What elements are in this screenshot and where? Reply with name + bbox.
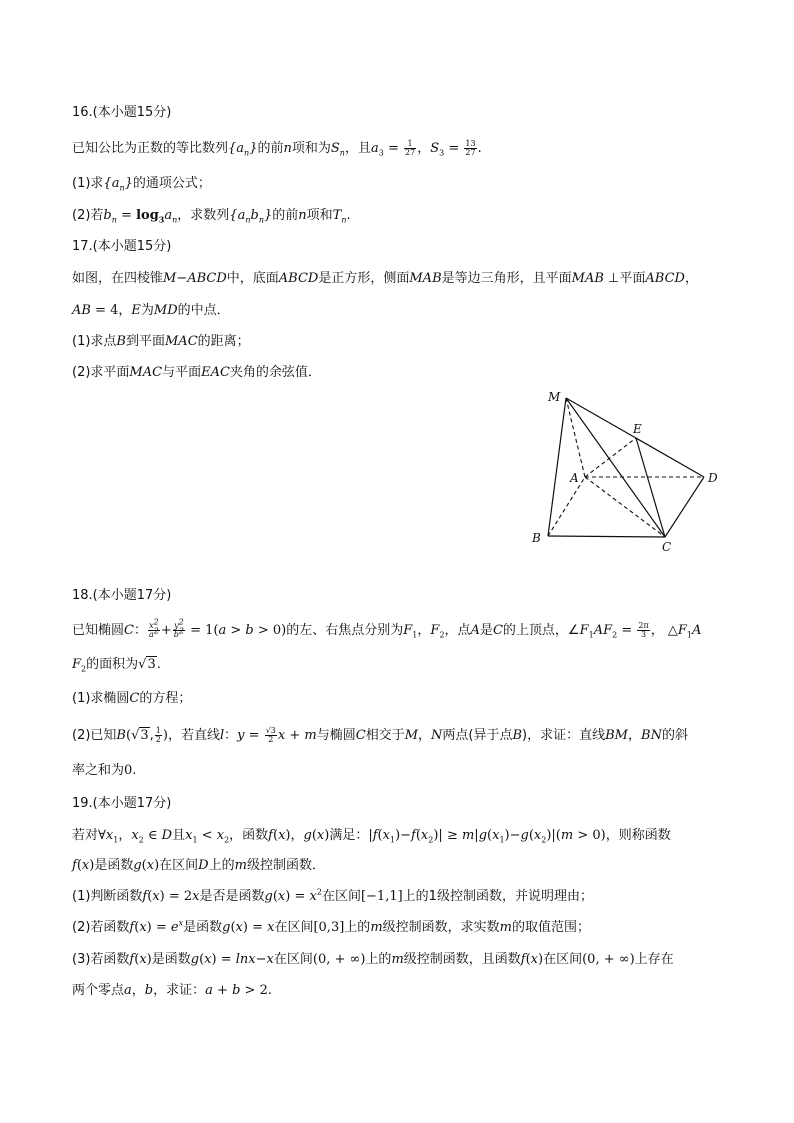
edge-bc	[548, 536, 665, 537]
q17-line1: 如图，在四棱锥M−ABCD中，底面ABCD是正方形，侧面MAB是等边三角形，且平面MAB ⊥平面ABCD，	[72, 271, 698, 286]
label-e: E	[633, 422, 642, 436]
edge-ae-hidden	[585, 438, 636, 477]
q19-part2: (2)若函数$f(x) = e^x$是函数g(x) = x在区间[0,3]上的m级控制函数，求实数m的取值范围；	[72, 918, 590, 935]
fraction-1-2: $\frac{1}{2}$	[155, 726, 161, 744]
q18-line2: $F_2$的面积为√3.	[72, 657, 161, 674]
q18-part2: (2)已知B(√3, $\frac{1}{2}$ )，若直线l：y = $\frac{√3}{2}$ x + m与椭圆C相交于M，N两点(异于点B)，求证：直线BM，BN的斜	[72, 726, 688, 744]
label-b: B	[532, 531, 541, 545]
q19-line2: f(x)是函数g(x)在区间D上的m级控制函数．	[72, 858, 325, 873]
fraction-1-27: $\frac{1}{27}$	[405, 139, 416, 157]
label-d: D	[708, 471, 718, 485]
pyramid-figure	[528, 385, 728, 555]
fraction-x2-a2: $\frac{x^2}{a^2}$	[148, 617, 159, 639]
q16-stem: 已知公比为正数的等比数列$\{a_n\}$的前n项和为$S_n$，且$a_3$ = $\frac{1}{27}$ ，$S_3$ = $\frac{13}{27}$ .	[72, 139, 482, 158]
label-a: A	[570, 471, 579, 485]
label-m: M	[548, 390, 561, 404]
q17-line2: AB = 4，E为MD的中点．	[72, 303, 230, 318]
q18-line1: 已知椭圆C： $\frac{x^2}{a^2}$ + $\frac{y^2}{b^2}$ = 1(a > b > 0)的左、右焦点分别为$F_1$，$F_2$，点A是C的上顶点，$\angle F_1AF_2$ = $\frac{2\pi}{3}$ ， $\triangle F_1A$	[72, 617, 702, 640]
fraction-13-27: $\frac{13}{27}$	[465, 139, 476, 157]
q18-header: 18.(本小题17分)	[72, 588, 172, 603]
q16-header: 16.(本小题15分)	[72, 105, 172, 120]
q19-part3-line2: 两个零点a，b，求证：a + b > 2.	[72, 983, 272, 998]
q18-part2-line2: 率之和为0.	[72, 763, 137, 778]
edge-md	[566, 398, 704, 477]
edge-cd	[665, 477, 704, 537]
label-c: C	[662, 540, 672, 554]
q17-part2: (2)求平面MAC与平面EAC夹角的余弦值．	[72, 365, 321, 380]
q16-part2: (2)若$b_n = \log_3a_n$，求数列$\{a_nb_n\}$的前n项和$T_n$.	[72, 208, 351, 225]
edge-ma-hidden	[566, 398, 585, 477]
q16-part1: (1)求$\{a_n\}$的通项公式；	[72, 176, 211, 193]
edge-mb	[548, 398, 566, 536]
q19-line1: 若对$\forall x_1$，$x_2$ ∈ D且$x_1 < x_2$，函数f(x)，g(x)满足：$|f(x_1)-f(x_2)| \ge m|g(x_1)-g(x_2)|(m > 0)$，则称函数	[72, 828, 671, 845]
fraction-sqrt3-2: $\frac{√3}{2}$	[265, 726, 276, 744]
q19-part1: (1)判断函数f(x) = 2x是否是函数$g(x) = x^2$在区间[−1,1]上的1级控制函数，并说明理由；	[72, 887, 593, 904]
q17-part1: (1)求点B到平面MAC的距离；	[72, 334, 250, 349]
q19-part3: (3)若函数f(x)是函数g(x) = lnx−x在区间(0, + ∞)上的m级控制函数，且函数f(x)在区间(0, + ∞)上存在	[72, 952, 674, 967]
fraction-2pi-3: $\frac{2\pi}{3}$	[638, 621, 649, 639]
edge-ab-hidden	[548, 477, 585, 536]
edge-mc	[566, 398, 665, 537]
q19-header: 19.(本小题17分)	[72, 796, 172, 811]
edge-ac-hidden	[585, 477, 665, 537]
q18-part1: (1)求椭圆C的方程；	[72, 691, 192, 706]
q17-header: 17.(本小题15分)	[72, 239, 172, 254]
fraction-y2-b2: $\frac{y^2}{b^2}$	[173, 617, 184, 639]
